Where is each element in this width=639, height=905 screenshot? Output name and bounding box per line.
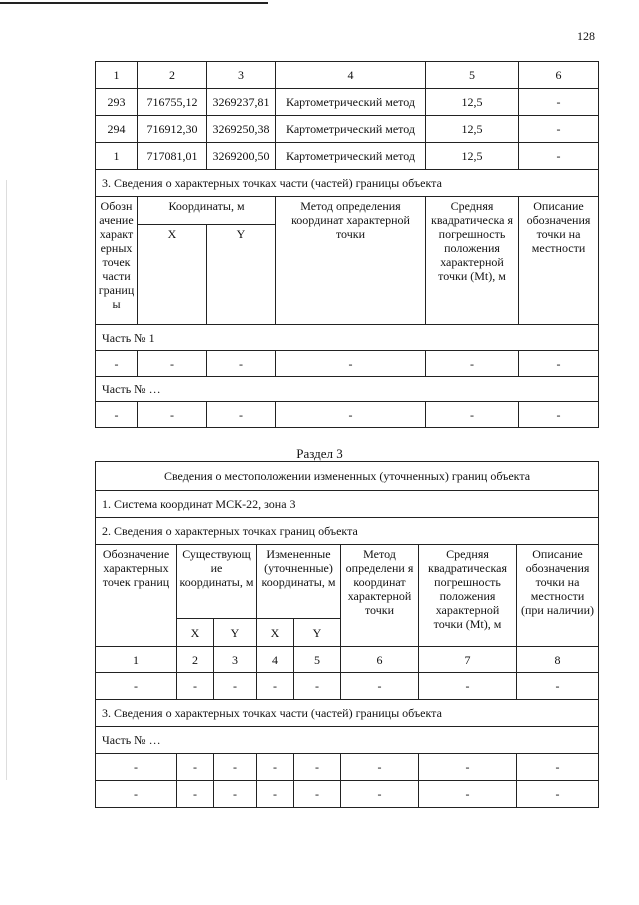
column-number: 4 bbox=[257, 647, 294, 673]
cell: - bbox=[257, 673, 294, 700]
cell: - bbox=[419, 673, 517, 700]
table-row bbox=[96, 402, 599, 428]
coords-header: Координаты, м bbox=[138, 197, 276, 225]
cell: - bbox=[419, 754, 517, 781]
method: Картометрический метод bbox=[276, 116, 426, 143]
designation-header: Обозначение характерных точек границ bbox=[96, 545, 177, 647]
column-number: 6 bbox=[341, 647, 419, 673]
cell: - bbox=[177, 673, 214, 700]
designation-header: Обозн ачение характ ерных точек части границ ы bbox=[96, 197, 138, 325]
cell: - bbox=[517, 754, 599, 781]
cell: - bbox=[257, 781, 294, 808]
cell: - bbox=[138, 402, 207, 428]
column-number: 2 bbox=[177, 647, 214, 673]
cell: - bbox=[294, 781, 341, 808]
cell: - bbox=[214, 754, 257, 781]
cell: - bbox=[426, 402, 519, 428]
section-heading: Раздел 3 bbox=[296, 446, 343, 461]
table-row bbox=[96, 673, 599, 700]
cell: - bbox=[96, 402, 138, 428]
page-number: 128 bbox=[577, 29, 595, 43]
coord-system: 1. Система координат МСК-22, зона 3 bbox=[96, 491, 599, 518]
cell: - bbox=[96, 781, 177, 808]
cell: - bbox=[207, 402, 276, 428]
cell: - bbox=[96, 351, 138, 377]
description: - bbox=[519, 143, 599, 170]
coord-x: 716912,30 bbox=[138, 116, 207, 143]
y-header: Y bbox=[214, 619, 257, 647]
description: - bbox=[519, 89, 599, 116]
part-row bbox=[96, 377, 599, 402]
column-number: 7 bbox=[419, 647, 517, 673]
cell: - bbox=[96, 754, 177, 781]
cell: - bbox=[419, 781, 517, 808]
table-row bbox=[96, 143, 599, 170]
part-label: Часть № 1 bbox=[96, 325, 599, 351]
header-cell: 2 bbox=[138, 62, 207, 89]
coord-x: 716755,12 bbox=[138, 89, 207, 116]
column-number: 1 bbox=[96, 647, 177, 673]
error: 12,5 bbox=[426, 116, 519, 143]
cell: - bbox=[214, 781, 257, 808]
error-header: Средняя квадратическая погрешность положения характерной точки (Mt), м bbox=[419, 545, 517, 647]
y-header: Y bbox=[294, 619, 341, 647]
cell: - bbox=[177, 781, 214, 808]
point-id: 294 bbox=[96, 116, 138, 143]
cell: - bbox=[276, 402, 426, 428]
point-id: 293 bbox=[96, 89, 138, 116]
cell: - bbox=[517, 781, 599, 808]
cell: - bbox=[294, 754, 341, 781]
coord-y: 3269237,81 bbox=[207, 89, 276, 116]
column-number: 5 bbox=[294, 647, 341, 673]
changed-boundaries-table bbox=[95, 461, 599, 808]
point-id: 1 bbox=[96, 143, 138, 170]
header-cell: 1 bbox=[96, 62, 138, 89]
cell: - bbox=[426, 351, 519, 377]
cell: - bbox=[96, 673, 177, 700]
part-row bbox=[96, 727, 599, 754]
cell: - bbox=[214, 673, 257, 700]
cell: - bbox=[276, 351, 426, 377]
cell: - bbox=[257, 754, 294, 781]
error: 12,5 bbox=[426, 143, 519, 170]
table-heading: Сведения о местоположении измененных (уточненных) границ объекта bbox=[96, 462, 599, 491]
section-title: 3. Сведения о характерных точках части (частей) границы объекта bbox=[96, 170, 599, 197]
section-title: 3. Сведения о характерных точках части (частей) границы объекта bbox=[96, 700, 599, 727]
number-row bbox=[96, 647, 599, 673]
method-header: Метод определени я координат характерной точки bbox=[341, 545, 419, 647]
column-number: 8 bbox=[517, 647, 599, 673]
table-header-row bbox=[96, 62, 599, 89]
cell: - bbox=[517, 673, 599, 700]
method: Картометрический метод bbox=[276, 143, 426, 170]
scan-edge bbox=[6, 180, 7, 780]
column-number: 3 bbox=[214, 647, 257, 673]
column-header-row bbox=[96, 545, 599, 619]
section-row bbox=[96, 700, 599, 727]
boundary-points-table bbox=[95, 61, 599, 428]
cell: - bbox=[341, 754, 419, 781]
table-row bbox=[96, 754, 599, 781]
top-rule bbox=[0, 2, 268, 4]
cell: - bbox=[138, 351, 207, 377]
header-cell: 5 bbox=[426, 62, 519, 89]
method: Картометрический метод bbox=[276, 89, 426, 116]
x-header: X bbox=[177, 619, 214, 647]
description-header: Описание обозначения точки на местности bbox=[519, 197, 599, 325]
cell: - bbox=[294, 673, 341, 700]
header-cell: 6 bbox=[519, 62, 599, 89]
header-cell: 3 bbox=[207, 62, 276, 89]
table-row bbox=[96, 781, 599, 808]
part-label: Часть № … bbox=[96, 727, 599, 754]
part-label: Часть № … bbox=[96, 377, 599, 402]
section-row bbox=[96, 170, 599, 197]
y-header: Y bbox=[207, 225, 276, 325]
column-header-row bbox=[96, 197, 599, 225]
x-header: X bbox=[138, 225, 207, 325]
changed-coords-header: Измененные (уточненные) координаты, м bbox=[257, 545, 341, 619]
section-row bbox=[96, 518, 599, 545]
header-cell: 4 bbox=[276, 62, 426, 89]
coord-x: 717081,01 bbox=[138, 143, 207, 170]
error: 12,5 bbox=[426, 89, 519, 116]
cell: - bbox=[341, 781, 419, 808]
coord-y: 3269200,50 bbox=[207, 143, 276, 170]
cell: - bbox=[177, 754, 214, 781]
cell: - bbox=[341, 673, 419, 700]
section-row bbox=[96, 491, 599, 518]
description-header: Описание обозначения точки на местности (при наличии) bbox=[517, 545, 599, 647]
cell: - bbox=[519, 402, 599, 428]
method-header: Метод определения координат характерной точки bbox=[276, 197, 426, 325]
section-title: 2. Сведения о характерных точках границ объекта bbox=[96, 518, 599, 545]
table-row bbox=[96, 351, 599, 377]
coord-y: 3269250,38 bbox=[207, 116, 276, 143]
heading-row bbox=[96, 462, 599, 491]
table-row bbox=[96, 89, 599, 116]
error-header: Средняя квадратическа я погрешность положения характерной точки (Mt), м bbox=[426, 197, 519, 325]
table-row bbox=[96, 116, 599, 143]
description: - bbox=[519, 116, 599, 143]
cell: - bbox=[207, 351, 276, 377]
cell: - bbox=[519, 351, 599, 377]
existing-coords-header: Существующ ие координаты, м bbox=[177, 545, 257, 619]
part-row bbox=[96, 325, 599, 351]
x-header: X bbox=[257, 619, 294, 647]
